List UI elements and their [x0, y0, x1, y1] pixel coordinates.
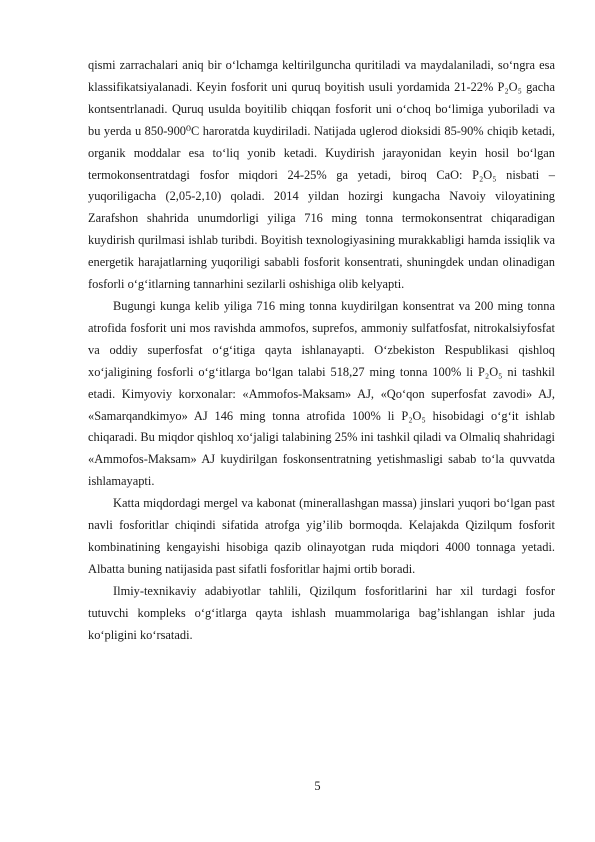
page-number: 5 — [314, 779, 321, 793]
paragraph-roasting-process: qismi zarrachalari aniq bir o‘lchamga keltirilguncha quritiladi va maydalaniladi, so‘ngra esa klassifikatsiyalanadi. Keyin fosforit uni quruq boyitish usuli yordamida 21-22% P₂O₅ gacha kontsentrlanadi. Quruq usulda boyitilib chiqqan fosforit uni o‘choq bo‘limiga yuboriladi va bu yerda u 850-900⁰C haroratda kuydiriladi. Natijada uglerod dioksidi 85-90% chiqib ketadi, organik moddalar esa to‘liq yonib ketadi. Kuydirish jarayonidan keyin hosil bo‘lgan termokonsentratdagi fosfor miqdori 24-25% ga yetadi, biroq CaO: P₂O₅ nisbati – yuqoriligacha (2,05-2,10) qoladi. 2014 yildan hozirgi kungacha Navoiy viloyatining Zarafshon shahrida unumdorligi yiliga 716 ming tonna termokonsentrat chiqaradigan kuydirish qurilmasi ishlab turibdi. Boyitish texnologiyasining murakkabligi hamda issiqlik va energetik harajatlarning yuqoriligi sababli fosforit konsentrati, shuningdek undan olinadigan fosforli o‘g‘itlarning tannarhini sezilarli oshishiga olib kelyapti. — [88, 58, 555, 292]
document-body — [88, 55, 555, 646]
paragraph-low-grade-phosphorites: Katta miqdordagi mergel va kabonat (minerallashgan massa) jinslari yuqori bo‘lgan past navli fosforitlar chiqindi sifatida atrofga yig’ilib bormoqda. Kelajakda Qizilqum fosforit kombinatining kengayishi hisobiga qazib olinayotgan ruda miqdori 4000 tonnaga yetadi. Albatta buning natijasida past sifatli fosforitlar hajmi ortib boradi. — [88, 496, 555, 576]
paragraph-literature-analysis: Ilmiy-texnikaviy adabiyotlar tahlili, Qizilqum fosforitlarini har xil turdagi fosfor tutuvchi kompleks o‘g‘itlarga qayta ishlash muammolariga bag’ishlangan ishlar juda ko‘pligini ko‘rsatadi. — [88, 583, 555, 642]
paragraph-fertilizer-production: Bugungi kunga kelib yiliga 716 ming tonna kuydirilgan konsentrat va 200 ming tonna atrofida fosforit uni mos ravishda ammofos, suprefos, ammoniy sulfatfosfat, nitrokalsiyfosfat va oddiy superfosfat o‘g‘itiga qayta ishlanayapti. O‘zbekiston Respublikasi qishloq xo‘jaligining fosforli o‘g‘itlarga bo‘lgan talabi 518,27 ming tonna 100% li P₂O₅ ni tashkil etadi. Kimyoviy korxonalar: «Ammofos-Maksam» AJ, «Qo‘qon superfosfat zavodi» AJ, «Samarqandkimyo» AJ 146 ming tonna atrofida 100% li P₂O₅ hisobidagi o‘g‘it ishlab chiqaradi. Bu miqdor qishloq xo‘jaligi talabining 25% ini tashkil qiladi va Olmaliq shahridagi «Ammofos-Maksam» AJ kuydirilgan foskonsentratning yetishmasligi sabab to‘la quvvatda ishlamayapti. — [88, 298, 555, 489]
